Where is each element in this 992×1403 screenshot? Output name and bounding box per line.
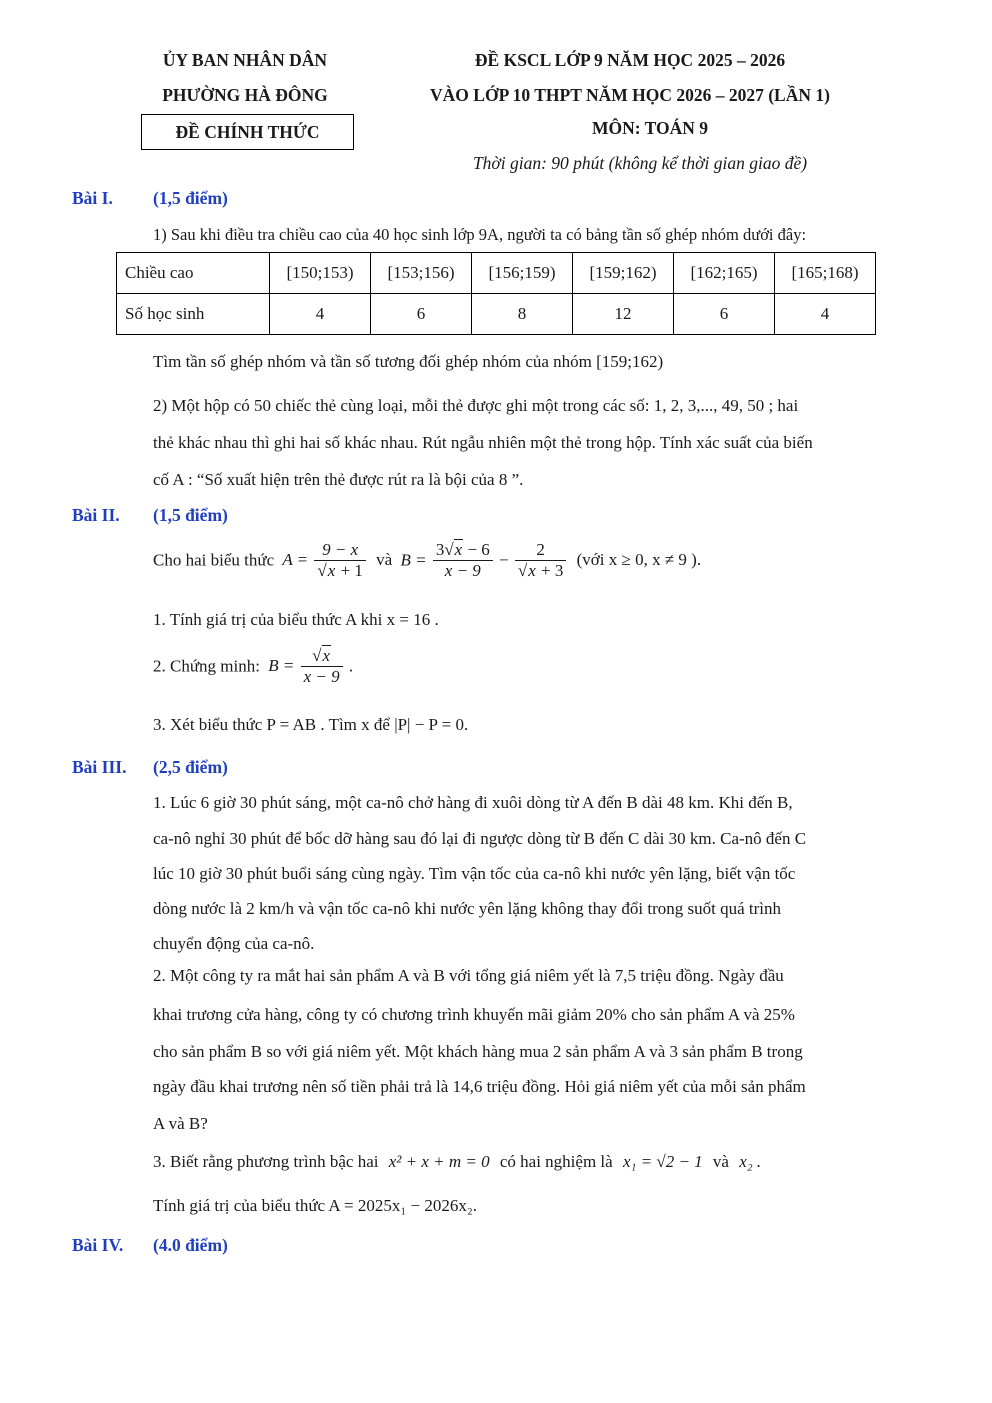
bai1-q2-line1: 2) Một hộp có 50 chiếc thẻ cùng loại, mỗi thẻ được ghi một trong các số: 1, 2, 3,..., 49, 50 ; hai [153,396,799,415]
expr-b-fraction-2 [515,540,566,580]
expr-b-den2-tail: + 3 [536,560,564,580]
authority-line-2: PHƯỜNG HÀ ĐÔNG [162,85,328,105]
section-4-points: (4.0 điểm) [153,1235,228,1255]
authority-line-1: ỦY BAN NHÂN DÂN [162,50,328,70]
q2-denominator: x − 9 [301,666,343,687]
table-cell: [156;159) [472,253,573,294]
section-2-points: (1,5 điểm) [153,505,228,525]
expr-b-numerator-1: 3√x − 6 [435,540,490,559]
bai3-p3-line2: Tính giá trị của biểu thức A = 2025x₁ − 2026x₂. [153,1196,478,1215]
table-cell: [159;162) [573,253,674,294]
section-1-label: Bài I. [72,188,113,208]
bai2-q2 [153,646,353,686]
expr-b-num1-radicand: x [454,540,463,559]
official-exam-box: ĐỀ CHÍNH THỨC [141,114,354,150]
table-cell: [162;165) [674,253,775,294]
bai3-p1-line: ca-nô nghỉ 30 phút để bốc dỡ hàng sau đó lại đi ngược dòng từ B đến C dài 30 km. Ca-nô đến C [153,829,807,848]
bai1-q1-ask: Tìm tần số ghép nhóm và tần số tương đối ghép nhóm của nhóm [159;162) [153,352,664,371]
minus-sign: − [499,550,509,570]
expr-a-numerator: 9 − x [322,540,359,559]
section-1-points: (1,5 điểm) [153,188,228,208]
q2-prefix: 2. Chứng minh: [153,656,260,676]
given-prefix: Cho hai biểu thức [153,550,275,570]
expr-b-fraction-1 [433,540,493,580]
p3-root-x2: x₂ . [739,1152,762,1171]
p3-prefix: 3. Biết rằng phương trình bậc hai [153,1152,379,1171]
bai3-p1-line: dòng nước là 2 km/h và vận tốc ca-nô khi nước yên lặng không thay đổi trong suốt quá trình [153,899,781,918]
bai2-q3: 3. Xét biểu thức P = AB . Tìm x để |P| − P = 0. [153,715,469,734]
condition: (với x ≥ 0, x ≠ 9 ). [576,550,702,570]
bai3-p2-line: 2. Một công ty ra mắt hai sản phẩm A và B với tổng giá niêm yết là 7,5 triệu đồng. Ngày đầu [153,966,784,985]
bai2-given-expressions [153,540,701,580]
expr-a-label: A = [282,550,309,570]
subject-line: MÔN: TOÁN 9 [591,118,709,138]
table-cell: 6 [371,294,472,335]
table-cell: [153;156) [371,253,472,294]
section-4-label: Bài IV. [72,1235,124,1255]
expr-b-numerator-2: 2 [536,540,545,559]
table-header-count: Số học sinh [117,294,270,335]
table-cell: 4 [775,294,876,335]
section-3-label: Bài III. [72,757,127,777]
bai3-p2-line: cho sản phẩm B so với giá niêm yết. Một khách hàng mua 2 sản phẩm A và 3 sản phẩm B trong [153,1042,803,1061]
table-cell: [165;168) [775,253,876,294]
p3-equation: x² + x + m = 0 [388,1152,490,1171]
table-cell: 12 [573,294,674,335]
bai3-p2-line: A và B? [153,1114,208,1133]
q2-fraction [301,646,343,686]
bai3-p1-line: chuyển động của ca-nô. [153,934,315,953]
expr-a-den-tail: + 1 [336,560,363,580]
q2-num-radicand: x [322,646,331,665]
section-3-points: (2,5 điểm) [153,757,228,777]
bai3-p1-line: 1. Lúc 6 giờ 30 phút sáng, một ca-nô chở hàng đi xuôi dòng từ A đến B dài 48 km. Khi đến B, [153,793,793,812]
table-cell: 4 [270,294,371,335]
time-line: Thời gian: 90 phút (không kể thời gian giao đề) [472,153,808,173]
bai3-p3-line1 [153,1152,761,1172]
table-cell: 6 [674,294,775,335]
bai3-p1-line: lúc 10 giờ 30 phút buổi sáng cùng ngày. Tìm vận tốc của ca-nô khi nước yên lặng, biết vận tốc [153,864,796,883]
bai3-p2-line: khai trương cửa hàng, công ty có chương trình khuyến mãi giảm 20% cho sản phẩm A và 25% [153,1005,795,1024]
table-header-height: Chiều cao [117,253,270,294]
expr-b-denominator-2: √x + 3 [515,560,566,581]
expr-b-label: B = [400,550,427,570]
expr-a-den-radicand: x [327,560,336,580]
bai1-q2-line3: cố A : “Số xuất hiện trên thẻ được rút ra là bội của 8 ”. [153,470,524,489]
q2-b-label: B = [268,656,295,676]
q2-numerator: √x [312,646,331,665]
expr-a-denominator: √x + 1 [314,560,365,581]
p3-root-x1: x₁ = √2 − 1 [622,1152,703,1171]
table-row [117,253,876,294]
frequency-table [116,252,876,335]
section-2-label: Bài II. [72,505,120,525]
expr-b-den2-radicand: x [528,560,536,580]
expr-b-denominator-1: x − 9 [433,560,493,581]
bai3-p2-line: ngày đầu khai trương nên số tiền phải trả là 14,6 triệu đồng. Hỏi giá niêm yết của mỗi sản phẩm [153,1077,806,1096]
bai1-q2-line2: thẻ khác nhau thì ghi hai số khác nhau. Rút ngẫu nhiên một thẻ trong hộp. Tính xác suất của biến [153,433,813,452]
q2-tail: . [348,656,354,676]
expr-a-fraction [314,540,365,580]
expr-b-num1-tail: − 6 [463,540,490,559]
table-cell: [150;153) [270,253,371,294]
expr-b-coef: 3 [435,540,445,559]
table-cell: 8 [472,294,573,335]
exam-title: ĐỀ KSCL LỚP 9 NĂM HỌC 2025 – 2026 [474,50,786,70]
p3-mid: có hai nghiệm là [499,1152,613,1171]
bai1-q1-intro: 1) Sau khi điều tra chiều cao của 40 học sinh lớp 9A, người ta có bảng tần số ghép nhóm dưới đây: [153,225,807,244]
table-row [117,294,876,335]
p3-and: và [712,1152,729,1171]
bai2-q1: 1. Tính giá trị của biểu thức A khi x = 16 . [153,610,439,629]
exam-subtitle: VÀO LỚP 10 THPT NĂM HỌC 2026 – 2027 (LẦN 1) [430,85,830,105]
and-word: và [376,550,393,570]
